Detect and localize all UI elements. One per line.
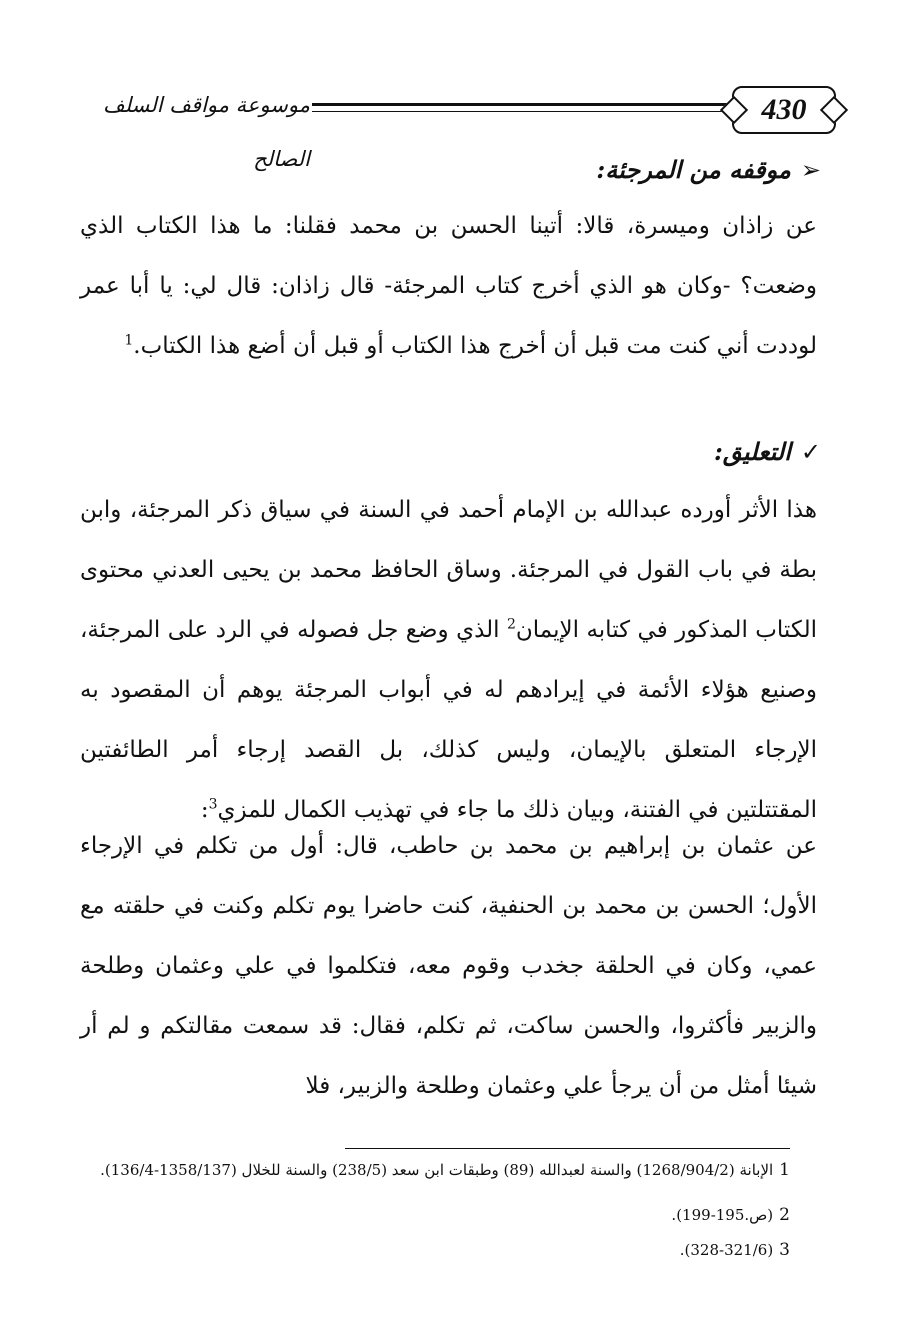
narration-text: عن زاذان وميسرة، قالا: أتينا الحسن بن محمد فقلنا: ما هذا الكتاب الذي وضعت؟ -وكان هو الذي أخرج كتاب المرجئة- قال زاذان: قال لي: يا أبا عمر لوددت أني كنت مت قبل أن أخرج هذا الكتاب أو قبل أن أضع هذا الكتاب. [80, 213, 817, 359]
footnote-number: 2 [779, 1205, 790, 1225]
footnote-separator [345, 1148, 790, 1149]
footnote-number: 1 [779, 1160, 790, 1180]
footnote-number: 3 [779, 1240, 790, 1260]
commentary-text-a: هذا الأثر أورده عبدالله بن الإمام أحمد في السنة في سياق ذكر المرجئة، وابن بطة في باب القول في المرجئة. وساق الحافظ محمد بن يحيى العدني محتوى الكتاب المذكور في كتابه الإيمان [80, 497, 817, 643]
page-number: 430 [761, 93, 807, 126]
footnote-text: (ص.195-199). [671, 1206, 774, 1224]
series-title: موسوعة مواقف السلف الصالح [102, 93, 310, 171]
checkmark-icon: ✓ [800, 438, 821, 466]
footnote-1 [80, 1160, 790, 1180]
quote-text: عن عثمان بن إبراهيم بن محمد بن حاطب، قال: أول من تكلم في الإرجاء الأول؛ الحسن بن محمد بن الحنفية، كنت حاضرا يوم تكلم وكنت في حلقته مع عمي، وكان في الحلقة جخدب وقوم معه، فتكلموا في علي وعثمان وطلحة والزبير فأكثروا، والحسن ساكت، ثم تكلم، فقال: قد سمعت مقالتكم و لم أر شيئا أمثل من أن يرجأ علي وعثمان وطلحة والزبير، فلا [80, 833, 817, 1099]
commentary-text-c: : [200, 797, 209, 823]
section-heading-text: موقفه من المرجئة: [596, 155, 791, 184]
commentary-paragraph [80, 480, 817, 840]
page-number-frame [732, 86, 836, 134]
quote-paragraph [80, 816, 817, 1116]
arrow-marker-icon: ➢ [800, 156, 821, 184]
commentary-text-b: الذي وضع جل فصوله في الرد على المرجئة، وصنيع هؤلاء الأئمة في إيرادهم له في أبواب المرجئة يوهم أن المقصود به الإرجاء المتعلق بالإيمان، وليس كذلك، بل القصد إرجاء أمر الطائفتين المقتتلتين في الفتنة، وبيان ذلك ما جاء في تهذيب الكمال للمزي [80, 617, 817, 823]
header-rule-thick [312, 103, 732, 106]
footnote-2 [80, 1205, 790, 1225]
section-heading-commentary [714, 437, 821, 466]
footnote-ref-1: 1 [124, 332, 134, 349]
footnote-ref-2: 2 [506, 616, 516, 633]
section-heading-stance [596, 155, 821, 184]
footnote-text: (328-321/6). [679, 1241, 774, 1259]
footnote-ref-3: 3 [208, 796, 218, 813]
header-rule-thin [312, 111, 732, 112]
footnote-3 [80, 1240, 790, 1260]
narration-paragraph [80, 196, 817, 376]
commentary-heading-text: التعليق: [714, 437, 791, 466]
footnote-text: الإبانة (1268/904/2) والسنة لعبدالله (89) وطبقات ابن سعد (238/5) والسنة للخلال (1358/137-136/4). [100, 1161, 774, 1179]
